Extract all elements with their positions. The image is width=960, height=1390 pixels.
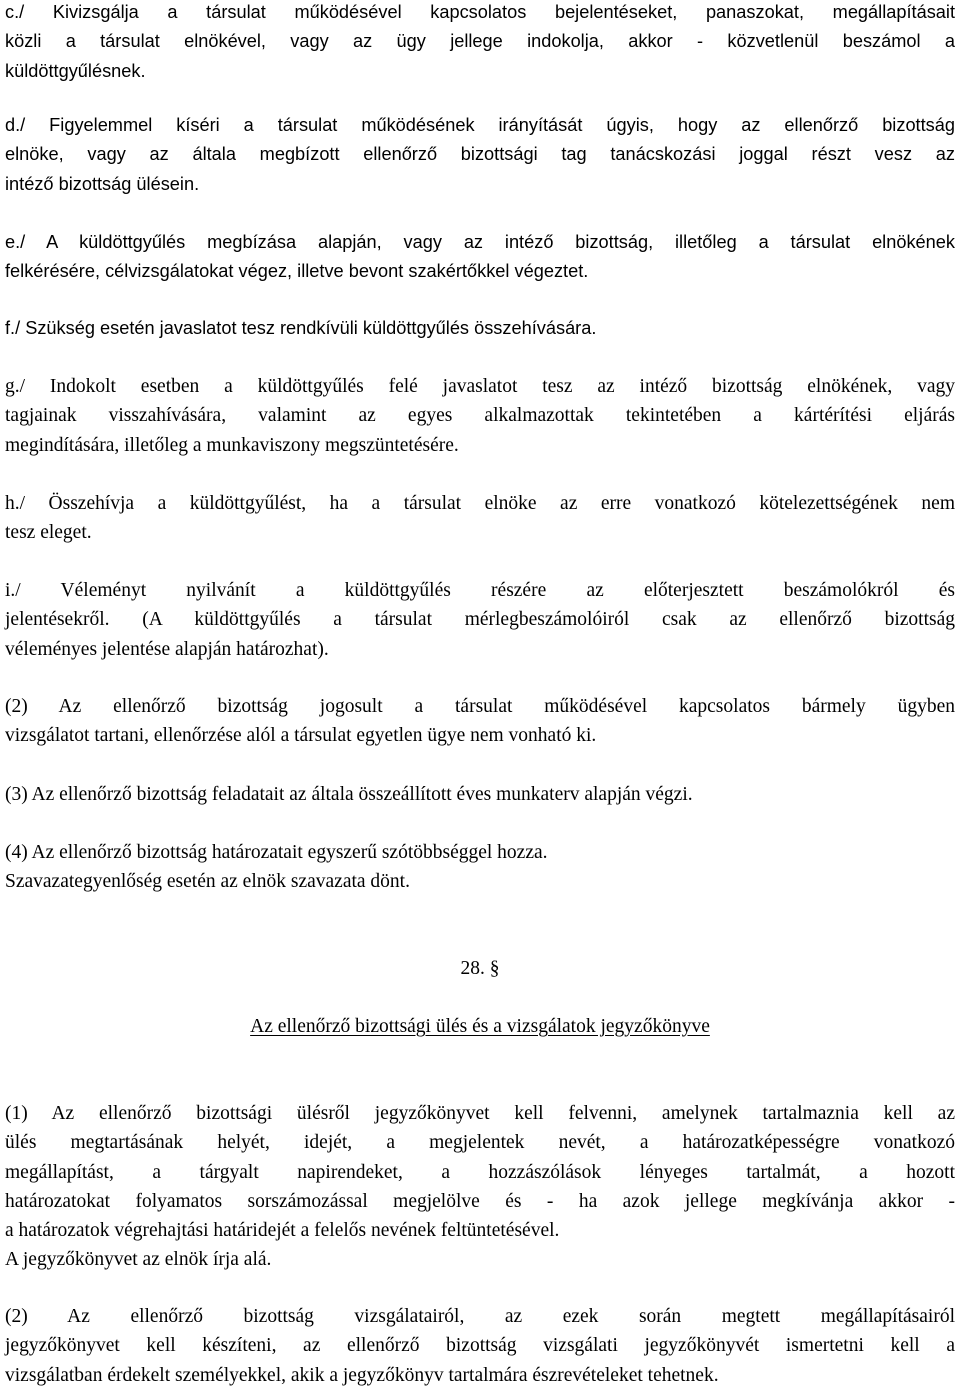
paragraph-line: tagjainak visszahívására, valamint az egyes alkalmazottak tekintetében a kártérítési eljárás [5,405,955,427]
paragraph-line: megállapítást, a tárgyalt napirendeket, a hozzászólások lényeges tartalmát, a hozott [5,1161,955,1183]
paragraph-line: a határozatok végrehajtási határidejét a felelős nevének feltüntetésével. [5,1220,560,1242]
section-title: Az ellenőrző bizottsági ülés és a vizsgálatok jegyzőkönyve [250,1016,710,1037]
paragraph-line: közli a társulat elnökével, vagy az ügy jellege indokolja, akkor - közvetlenül beszámol a [5,31,955,52]
paragraph-line: (4) Az ellenőrző bizottság határozatait egyszerű szótöbbséggel hozza. [5,842,548,863]
paragraph-f [5,314,955,343]
paragraph-line: (2) Az ellenőrző bizottság vizsgálatairól, az ezek során megtett megállapításairól [5,1306,955,1327]
paragraph-4 [5,838,955,897]
paragraph-line: h./ Összehívja a küldöttgyűlést, ha a társulat elnöke az erre vonatkozó kötelezettségének nem [5,493,955,514]
paragraph-3 [5,780,955,809]
paragraph-line: i./ Véleményt nyilvánít a küldöttgyűlés részére az előterjesztett beszámolókról és [5,580,955,601]
paragraph-line: tesz eleget. [5,522,92,544]
paragraph-line: véleményes jelentése alapján határozhat). [5,638,329,660]
section-number: 28. § [460,958,500,979]
paragraph-line: e./ A küldöttgyűlés megbízása alapján, vagy az intéző bizottság, illetőleg a társulat elnökének [5,232,955,252]
paragraph-h [5,489,955,548]
paragraph-line: vizsgálatot tartani, ellenőrzése alól a társulat egyetlen ügye nem vonható ki. [5,725,597,747]
paragraph-line: vizsgálatban érdekelt személyekkel, akik a jegyzőkönyv tartalmára észrevételeket tehetnek. [5,1364,719,1386]
paragraph-g [5,372,955,460]
paragraph-line: ülés megtartásának helyét, idejét, a megjelentek nevét, a határozatképességre vonatkozó [5,1132,955,1154]
paragraph-2 [5,692,955,751]
paragraph-line: g./ Indokolt esetben a küldöttgyűlés felé javaslatot tesz az intéző bizottság elnökének, vagy [5,376,955,397]
paragraph-line: jegyzőkönyvet kell készíteni, az ellenőrző bizottság vizsgálati jegyzőkönyvét ismertetni kell a [5,1335,955,1357]
paragraph-line: (1) Az ellenőrző bizottsági ülésről jegyzőkönyvet kell felvenni, amelynek tartalmaznia kell az [5,1103,955,1124]
paragraph-line: felkérésére, célvizsgálatokat végez, illetve bevont szakértőkkel végeztet. [5,261,589,282]
paragraph-s1 [5,1099,955,1275]
paragraph-d [5,111,955,199]
paragraph-line: Szavazategyenlőség esetén az elnök szavazata dönt. [5,871,410,893]
paragraph-line: küldöttgyűlésnek. [5,60,146,81]
paragraph-s2 [5,1302,955,1390]
paragraph-line: jelentésekről. (A küldöttgyűlés a társulat mérlegbeszámolóiról csak az ellenőrző bizottság [5,609,955,631]
paragraph-line: f./ Szükség esetén javaslatot tesz rendkívüli küldöttgyűlés összehívására. [5,318,597,338]
paragraph-line: A jegyzőkönyvet az elnök írja alá. [5,1249,272,1271]
paragraph-line: (3) Az ellenőrző bizottság feladatait az általa összeállított éves munkaterv alapján végzi. [5,784,693,805]
paragraph-line: határozatokat folyamatos sorszámozással megjelölve és - ha azok jellege megkívánja akkor - [5,1190,955,1212]
paragraph-line: elnöke, vagy az általa megbízott ellenőrző bizottsági tag tanácskozási joggal részt vesz az [5,144,955,165]
paragraph-line: c./ Kivizsgálja a társulat működésével kapcsolatos bejelentéseket, panaszokat, megállapításait [5,2,955,22]
paragraph-c [5,0,955,86]
paragraph-line: intéző bizottság ülésein. [5,173,200,194]
paragraph-line: megindítására, illetőleg a munkaviszony megszüntetésére. [5,434,459,456]
paragraph-e [5,228,955,287]
paragraph-line: (2) Az ellenőrző bizottság jogosult a társulat működésével kapcsolatos bármely ügyben [5,696,955,717]
paragraph-i [5,576,955,664]
paragraph-line: d./ Figyelemmel kíséri a társulat működésének irányítását úgyis, hogy az ellenőrző bizottság [5,115,955,135]
